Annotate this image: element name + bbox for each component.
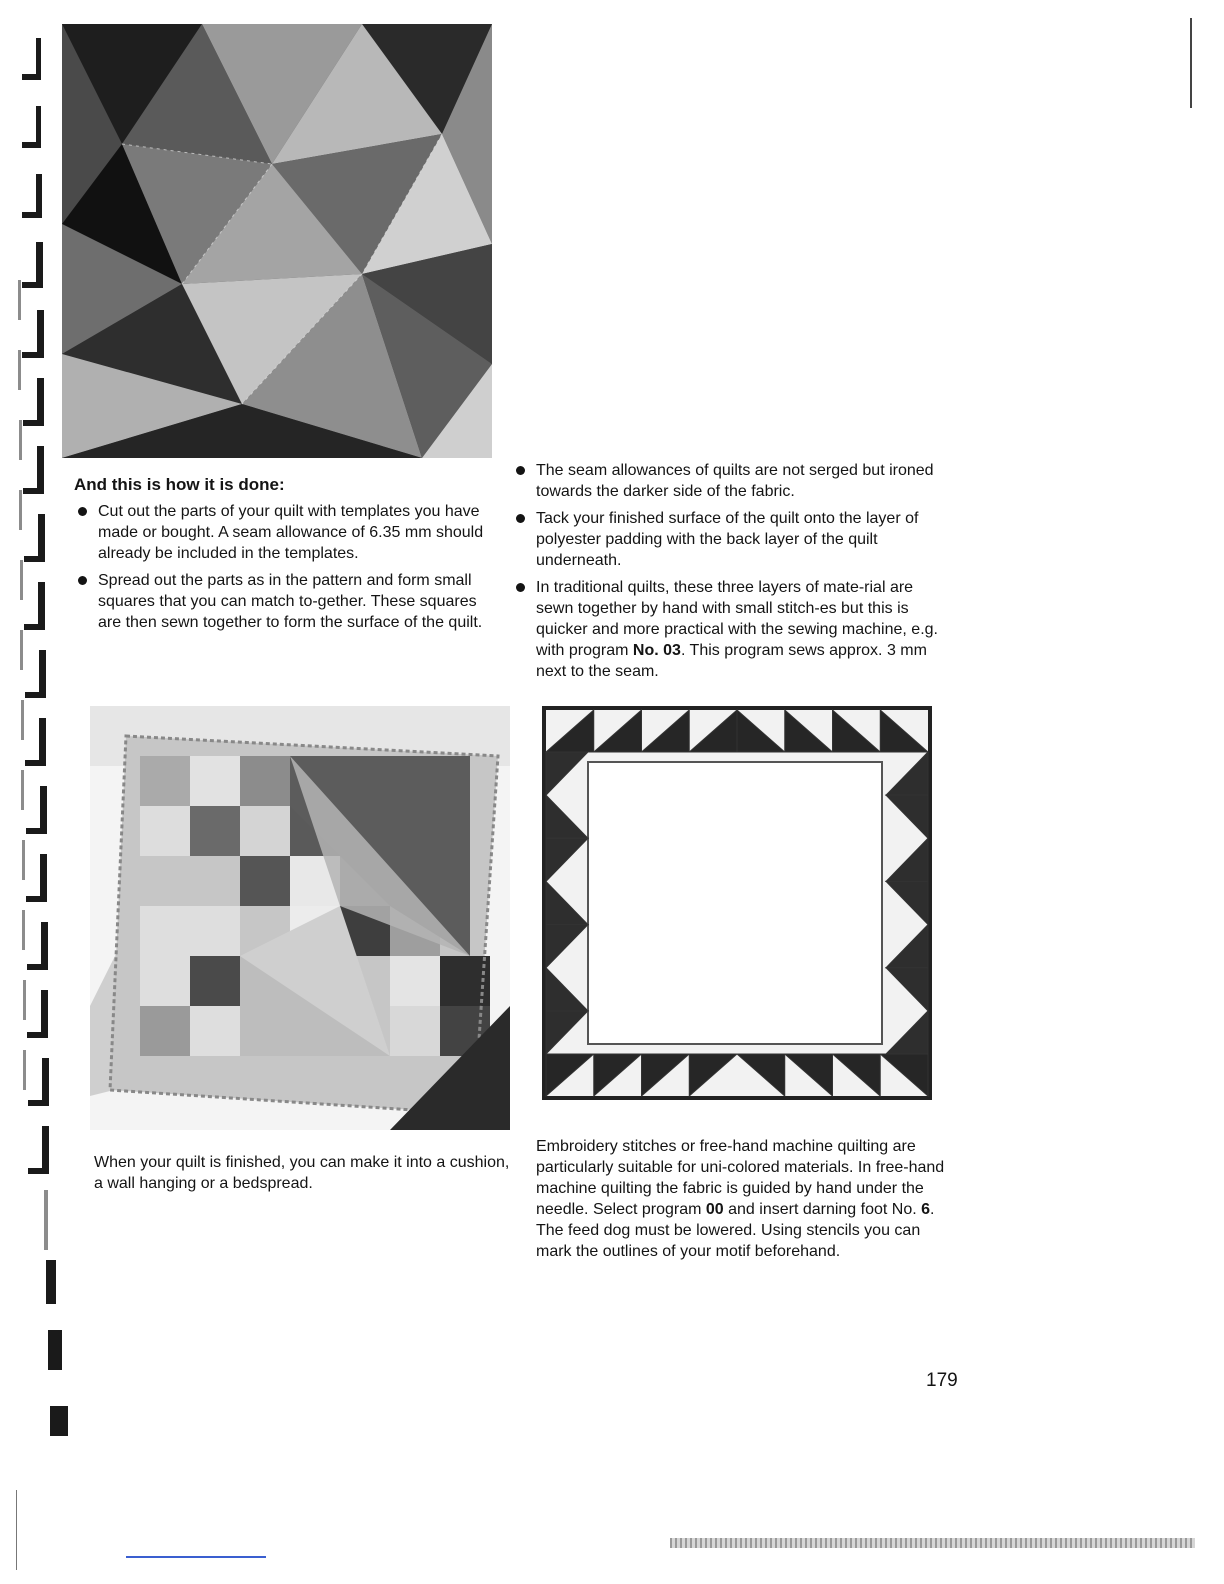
bullet-dot-icon [516,514,525,523]
cushion-caption [94,1152,514,1194]
quilt-photo [62,24,492,458]
caption-text-3: . The feed dog must be lowered. Using stencils you can mark the outlines of your motif beforehand. [536,1201,935,1260]
foot-number: 6 [921,1201,931,1218]
scan-edge-line-bottom [16,1490,17,1570]
bullet-item [512,508,942,571]
instructions-right [512,460,942,688]
program-number: 00 [705,1201,724,1218]
bullet-text: Cut out the parts of your quilt with templates you have made or bought. A seam allowance of 6.35 mm should already be included in the templates. [98,503,484,562]
bullet-item [74,570,494,633]
bullet-text: Tack your finished surface of the quilt onto the layer of polyester padding with the back layer of the quilt underneath. [536,510,919,569]
bullet-dot-icon [516,466,525,475]
bullet-text: The seam allowances of quilts are not serged but ironed towards the darker side of the fabric. [536,462,934,500]
cushion-caption-text: When your quilt is finished, you can make it into a cushion, a wall hanging or a bedspread. [94,1154,510,1192]
bullet-item [512,460,942,502]
scan-bottom-band [670,1538,1195,1548]
program-number: No. 03 [632,642,681,659]
bullet-dot-icon [78,507,87,516]
bullet-item [74,501,494,564]
bullet-list-right [512,460,942,682]
quilt-border-photo [536,706,938,1108]
page-number: 179 [926,1370,958,1391]
bullet-text: Spread out the parts as in the pattern and form small squares that you can match to-gether. These squares are then sewn together to form the surface of the quilt. [98,572,483,631]
section-heading: And this is how it is done: [74,475,285,494]
bullet-text-end: . This program sews approx. 3 mm next to the seam. [536,642,927,680]
cushion-photo [90,706,510,1130]
instructions-left [74,474,494,639]
bullet-text-start: In traditional quilts, these three layers of mate-rial are sewn together by hand with small stitch-es but this is quicker and more practical with the sewing machine, e.g. with program [536,579,938,659]
bullet-list-left [74,501,494,633]
caption-text-1: Embroidery stitches or free-hand machine quilting are particularly suitable for uni-colored materials. In free-hand machine quilting the fabric is guided by hand under the needle. Select program [536,1138,945,1218]
embroidery-caption [536,1136,956,1262]
scan-edge-line [1190,18,1192,108]
bullet-item [512,577,942,682]
scan-bottom-mark [126,1556,266,1558]
bullet-dot-icon [516,583,525,592]
bullet-dot-icon [78,576,87,585]
caption-text-2: and insert darning foot No. [723,1201,922,1218]
